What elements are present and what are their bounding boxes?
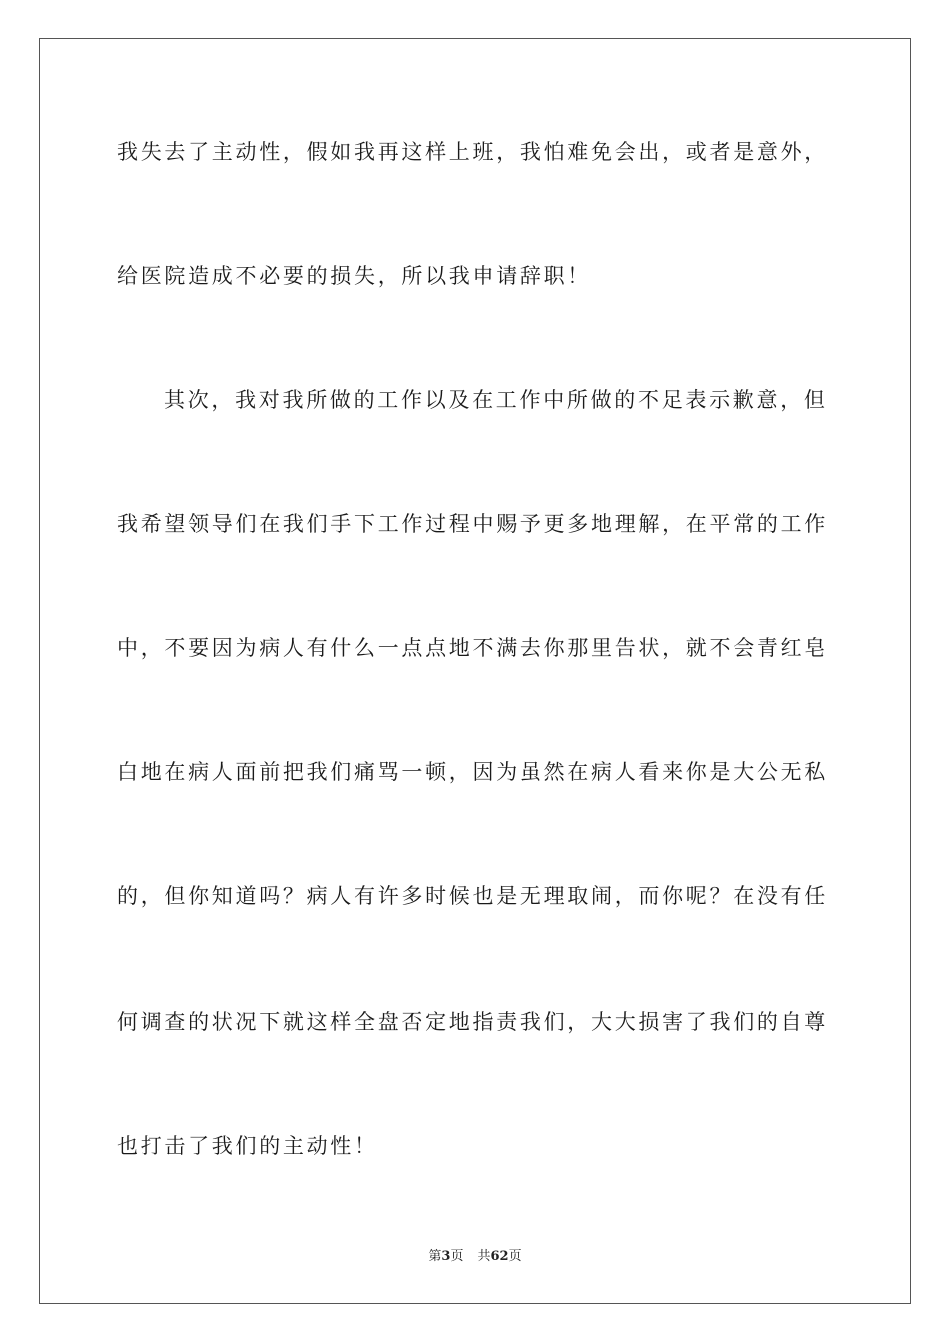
body-line-9: 也打击了我们的主动性！	[117, 1134, 378, 1158]
body-line-1: 我失去了主动性，假如我再这样上班，我怕难免会出，或者是意外，	[117, 140, 828, 164]
body-line-3: 其次，我对我所做的工作以及在工作中所做的不足表示歉意，但	[164, 388, 828, 412]
page-number: 3	[441, 1249, 451, 1264]
page-footer	[0, 1248, 950, 1266]
body-line-8: 何调查的状况下就这样全盘否定地指责我们，大大损害了我们的自尊	[117, 1010, 828, 1034]
page-frame	[39, 38, 911, 1304]
total-pages: 62	[490, 1249, 509, 1264]
total-suffix: 页	[508, 1249, 522, 1264]
page-suffix: 页	[450, 1249, 464, 1264]
body-line-5: 中，不要因为病人有什么一点点地不满去你那里告状，就不会青红皂	[117, 636, 828, 660]
body-line-7: 的，但你知道吗？病人有许多时候也是无理取闹，而你呢？在没有任	[117, 884, 828, 908]
total-prefix: 共	[477, 1249, 491, 1264]
body-line-4: 我希望领导们在我们手下工作过程中赐予更多地理解，在平常的工作	[117, 512, 828, 536]
page-prefix: 第	[428, 1249, 442, 1264]
body-line-6: 白地在病人面前把我们痛骂一顿，因为虽然在病人看来你是大公无私	[117, 760, 828, 784]
body-line-2: 给医院造成不必要的损失，所以我申请辞职！	[117, 264, 591, 288]
